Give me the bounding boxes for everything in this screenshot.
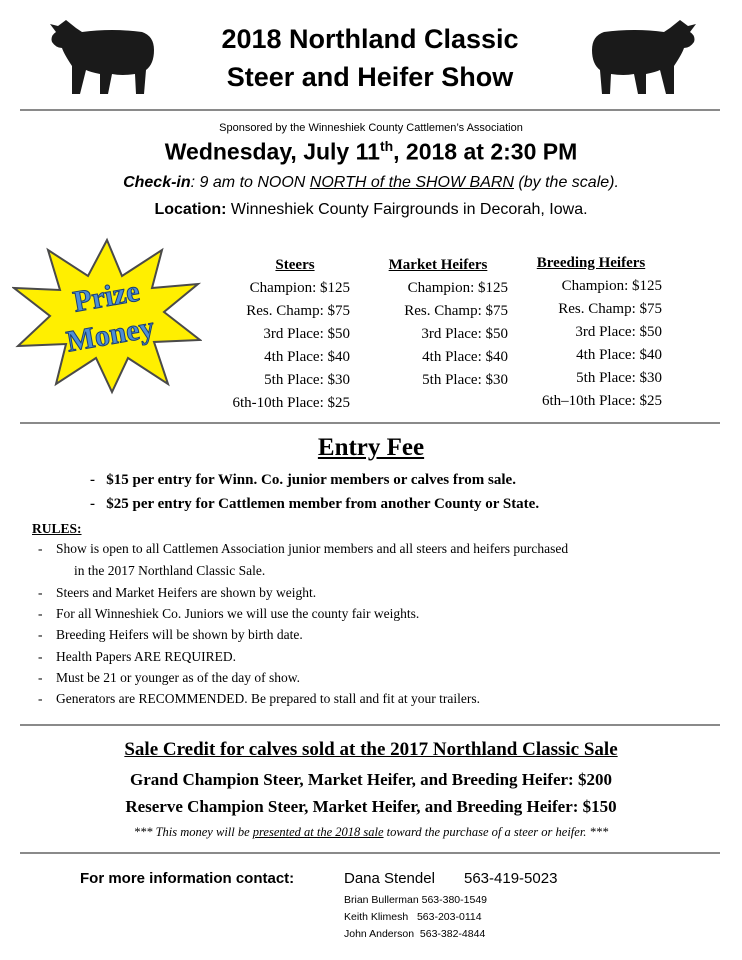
contact-label: For more information contact: (80, 870, 295, 887)
rule-item-continued: in the 2017 Northland Classic Sale. (74, 563, 266, 578)
checkin-line (0, 174, 742, 192)
note-suffix: toward the purchase of a steer or heifer. *** (383, 825, 609, 839)
date-sup: th (379, 138, 394, 154)
contact-other: Brian Bullerman 563-380-1549 (344, 894, 488, 906)
rule-item: - Show is open to all Cattlemen Association junior members and all steers and heifers purchased (38, 541, 569, 556)
rule-item: - Health Papers ARE REQUIRED. (38, 649, 236, 664)
prize-money-burst (12, 236, 202, 396)
steers-row: Champion: $125 (249, 280, 350, 296)
breeding-heifers-heading: Breeding Heifers (536, 255, 646, 271)
rule-text: Health Papers ARE REQUIRED. (56, 649, 236, 664)
steers-row: Res. Champ: $75 (246, 303, 350, 319)
rule-item: - Steers and Market Heifers are shown by weight. (38, 585, 317, 600)
location-value: Winneshiek County Fairgrounds in Decorah, Iowa. (226, 201, 588, 218)
breeding-heifers-row: 3rd Place: $50 (575, 324, 662, 340)
steers-heading: Steers (275, 257, 315, 273)
prize-badge-line1: Prize (70, 274, 143, 319)
rule-item: - Must be 21 or younger as of the day of show. (38, 670, 300, 685)
contact-other: Keith Klimesh 563-203-0114 (344, 911, 482, 923)
location-line (0, 201, 742, 219)
checkin-note: (by the scale). (513, 174, 619, 191)
breeding-heifers-row: Champion: $125 (561, 278, 662, 294)
checkin-place: NORTH of the SHOW BARN (309, 174, 514, 191)
date-suffix: , 2018 at 2:30 PM (393, 138, 578, 165)
checkin-label: Check-in (123, 174, 191, 191)
contact-primary-name: Dana Stendel (344, 870, 435, 887)
rule-text: Must be 21 or younger as of the day of show. (56, 670, 300, 685)
rule-text: Show is open to all Cattlemen Association junior members and all steers and heifers purchased (56, 541, 569, 556)
breeding-heifers-row: 4th Place: $40 (576, 347, 662, 363)
rule-text: Breeding Heifers will be shown by birth date. (56, 627, 303, 642)
title-line-1: 2018 Northland Classic (221, 24, 519, 54)
note-underlined: presented at the 2018 sale (252, 825, 384, 839)
breeding-heifers-row: 6th–10th Place: $25 (542, 393, 662, 409)
market-heifers-row: Res. Champ: $75 (404, 303, 508, 319)
sale-credit-line1: Grand Champion Steer, Market Heifer, and Breeding Heifer: $200 (130, 770, 612, 789)
market-heifers-row: Champion: $125 (407, 280, 508, 296)
rule-text: Steers and Market Heifers are shown by weight. (56, 585, 317, 600)
breeding-heifers-column (520, 252, 662, 413)
rule-text: For all Winneshiek Co. Juniors we will use the county fair weights. (56, 606, 420, 621)
steers-column (210, 254, 350, 415)
divider-bottom (20, 852, 720, 854)
market-heifers-row: 5th Place: $30 (422, 372, 508, 388)
sale-credit-line2: Reserve Champion Steer, Market Heifer, and Breeding Heifer: $150 (125, 797, 617, 816)
sale-credit-heading: Sale Credit for calves sold at the 2017 Northland Classic Sale (124, 739, 618, 760)
steers-row: 4th Place: $40 (264, 349, 350, 365)
rule-item: - Breeding Heifers will be shown by birth date. (38, 627, 303, 642)
entry-fee-item: - $25 per entry for Cattlemen member from another County or State. (90, 496, 540, 512)
market-heifers-column (368, 254, 508, 392)
steers-row: 5th Place: $30 (264, 372, 350, 388)
rules-heading: RULES: (32, 521, 82, 536)
market-heifers-row: 3rd Place: $50 (421, 326, 508, 342)
entry-fee-text: $15 per entry for Winn. Co. junior members or calves from sale. (106, 472, 516, 488)
entry-fee-text: $25 per entry for Cattlemen member from another County or State. (106, 496, 540, 512)
entry-fee-item: - $15 per entry for Winn. Co. junior members or calves from sale. (90, 472, 516, 488)
contact-primary-phone: 563-419-5023 (464, 870, 558, 887)
prize-badge-line2: Money (63, 310, 157, 359)
title-line-2: Steer and Heifer Show (226, 62, 514, 92)
date-prefix: Wednesday, July 11 (164, 138, 380, 165)
checkin-time: : 9 am to NOON (190, 174, 310, 191)
breeding-heifers-row: 5th Place: $30 (576, 370, 662, 386)
sale-credit-note (0, 825, 742, 840)
note-prefix: *** This money will be (133, 825, 253, 839)
rule-item: - For all Winneshiek Co. Juniors we will use the county fair weights. (38, 606, 420, 621)
market-heifers-heading: Market Heifers (388, 257, 488, 273)
divider-middle (20, 422, 720, 424)
event-date (0, 138, 742, 166)
divider-lower (20, 724, 720, 726)
divider-top (20, 109, 720, 111)
sponsor-line: Sponsored by the Winneshiek County Cattlemen’s Association (219, 122, 523, 134)
breeding-heifers-row: Res. Champ: $75 (558, 301, 662, 317)
market-heifers-row: 4th Place: $40 (422, 349, 508, 365)
contact-other: John Anderson 563-382-4844 (344, 928, 486, 940)
location-label: Location: (154, 201, 227, 218)
rule-text: Generators are RECOMMENDED. Be prepared to stall and fit at your trailers. (56, 691, 480, 706)
entry-fee-heading: Entry Fee (317, 434, 425, 461)
steers-row: 6th-10th Place: $25 (232, 395, 350, 411)
steers-row: 3rd Place: $50 (263, 326, 350, 342)
rule-item: - Generators are RECOMMENDED. Be prepared to stall and fit at your trailers. (38, 691, 480, 706)
